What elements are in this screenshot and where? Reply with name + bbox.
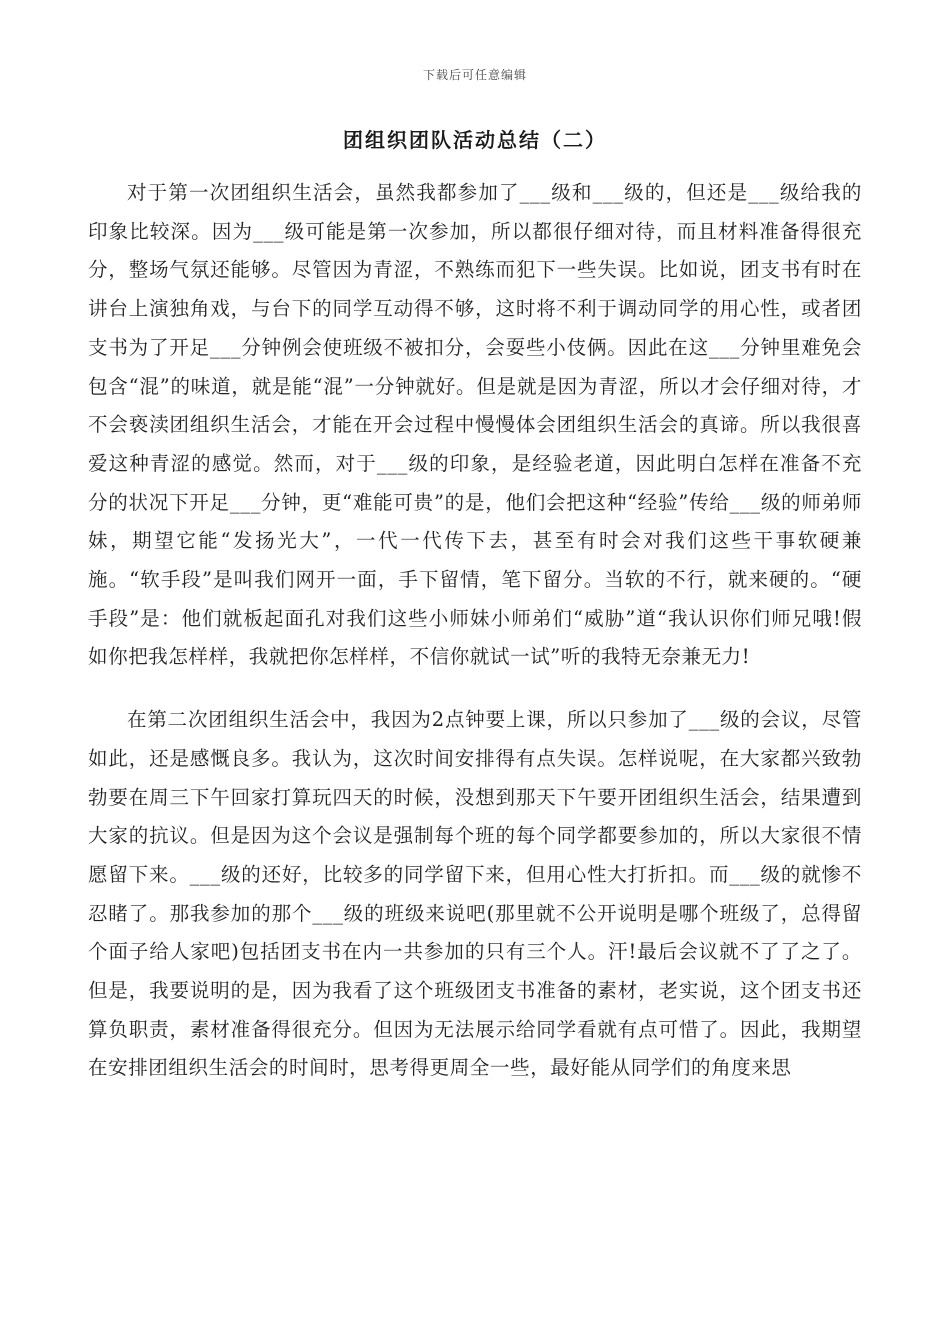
paragraph: 对于第一次团组织生活会，虽然我都参加了___级和___级的，但还是___级给我的印象比较深。因为___级可能是第一次参加，所以都很仔细对待，而且材料准备得很充分，整场气氛还能够。尽管因为青涩，不熟练而犯下一些失误。比如说，团支书有时在讲台上演独角戏，与台下的同学互动得不够，这时将不利于调动同学的用心性，或者团支书为了开足___分钟例会使班级不被扣分，会耍些小伎俩。因此在这___分钟里难免会包含“混”的味道，就是能“混”一分钟就好。但是就是因为青涩，所以才会仔细对待，才不会亵渎团组织生活会，才能在开会过程中慢慢体会团组织生活会的真谛。所以我很喜爱这种青涩的感觉。然而，对于___级的印象，是经验老道，因此明白怎样在准备不充分的状况下开足___分钟，更“难能可贵”的是，他们会把这种“经验”传给___级的师弟师妹，期望它能“发扬光大”，一代一代传下去，甚至有时会对我们这些干事软硬兼施。“软手段”是叫我们网开一面，手下留情，笔下留分。当软的不行，就来硬的。“硬手段”是：他们就板起面孔对我们这些小师妹小师弟们“威胁”道“我认识你们师兄哦!假如你把我怎样样，我就把你怎样样，不信你就试一试”听的我特无奈兼无力! <box>88 181 862 669</box>
paragraph: 在第二次团组织生活会中，我因为2点钟要上课，所以只参加了___级的会议，尽管如此，还是感慨良多。我认为，这次时间安排得有点失误。怎样说呢，在大家都兴致勃勃要在周三下午回家打算玩四天的时候，没想到那天下午要开团组织生活会，结果遭到大家的抗议。但是因为这个会议是强制每个班的每个同学都要参加的，所以大家很不情愿留下来。___级的还好，比较多的同学留下来，但用心性大打折扣。而___级的就惨不忍睹了。那我参加的那个___级的班级来说吧(那里就不公开说明是哪个班级了，总得留个面子给人家吧)包括团支书在内一共参加的只有三个人。汗!最后会议就不了了之了。但是，我要说明的是，因为我看了这个班级团支书准备的素材，老实说，这个团支书还算负职责，素材准备得很充分。但因为无法展示给同学看就有点可惜了。因此，我期望在安排团组织生活会的时间时，思考得更周全一些，最好能从同学们的角度来思 <box>88 708 862 1080</box>
document-title: 团组织团队活动总结（二） <box>343 128 607 152</box>
header-note: 下载后可任意编辑 <box>422 68 527 82</box>
document-body <box>88 174 862 1088</box>
